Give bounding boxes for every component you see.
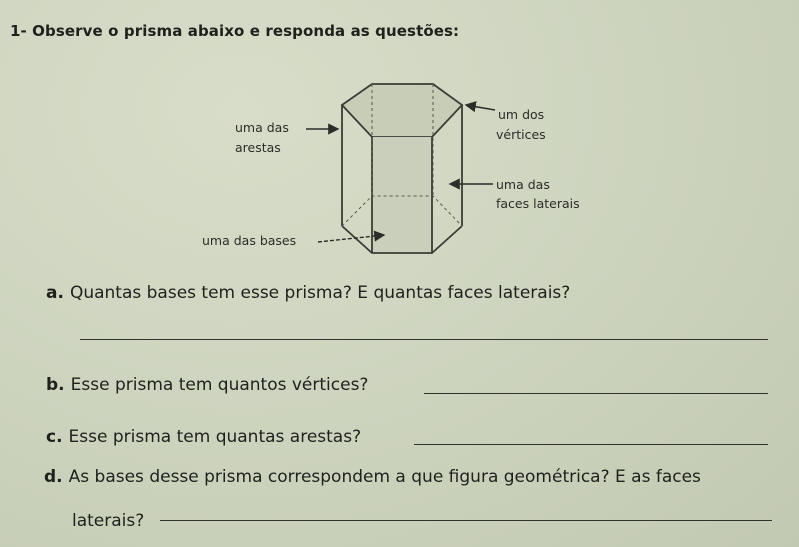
edge-label-line2: arestas bbox=[235, 140, 281, 155]
question-c-letter: c. bbox=[46, 427, 63, 447]
answer-line-b[interactable] bbox=[424, 393, 768, 394]
vertex-pointer bbox=[466, 105, 495, 110]
top-base bbox=[342, 84, 462, 137]
question-c bbox=[46, 427, 361, 447]
question-c-text: Esse prisma tem quantas arestas? bbox=[68, 427, 362, 447]
answer-line-a[interactable] bbox=[80, 339, 768, 340]
exercise-title: 1- Observe o prisma abaixo e responda as questões: bbox=[10, 22, 460, 40]
vertex-label-line1: um dos bbox=[498, 107, 545, 122]
question-d-letter: d. bbox=[44, 467, 63, 487]
question-a bbox=[46, 283, 570, 303]
question-b-text: Esse prisma tem quantos vértices? bbox=[70, 375, 369, 395]
answer-line-c[interactable] bbox=[414, 444, 768, 445]
question-b-letter: b. bbox=[46, 375, 65, 395]
question-a-text: Quantas bases tem esse prisma? E quantas faces laterais? bbox=[69, 283, 571, 303]
face-label-line2: faces laterais bbox=[496, 196, 580, 211]
answer-line-d[interactable] bbox=[160, 520, 772, 521]
question-a-letter: a. bbox=[46, 283, 64, 303]
question-b bbox=[46, 375, 368, 395]
prism-shape bbox=[342, 84, 462, 253]
vertex-label-line2: vértices bbox=[496, 127, 546, 142]
question-d-text: As bases desse prisma correspondem a que figura geométrica? E as faces bbox=[68, 467, 701, 487]
face-label-line1: uma das bbox=[496, 177, 550, 192]
base-label: uma das bases bbox=[202, 233, 297, 248]
question-d-continuation: laterais? bbox=[72, 511, 145, 531]
edge-label-line1: uma das bbox=[235, 120, 289, 135]
question-d bbox=[44, 467, 701, 487]
